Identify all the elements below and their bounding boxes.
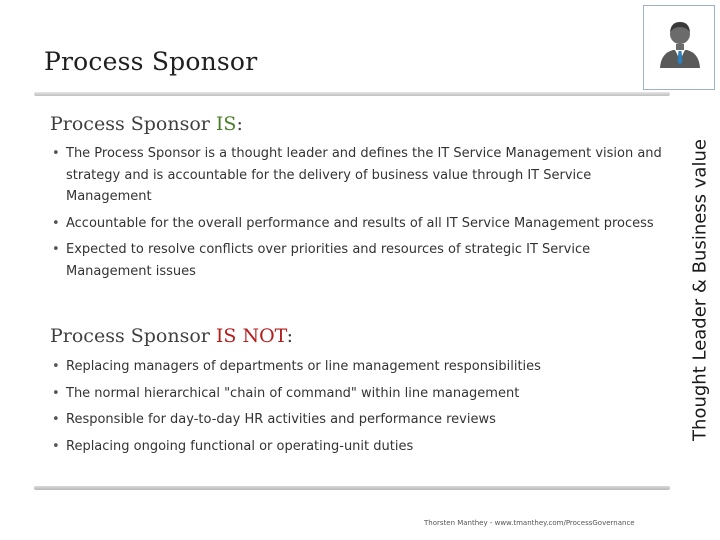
list-item: • The normal hierarchical "chain of command" within line management [52,383,672,405]
is-not-heading [50,325,293,347]
footer-credit: Thorsten Manthey - www.tmanthey.com/ProcessGovernance [424,519,635,527]
list-item: • Replacing ongoing functional or operating-unit duties [52,436,672,458]
list-item: • Responsible for day-to-day HR activities and performance reviews [52,409,672,431]
icon-frame [643,5,715,90]
is-bullet-list [52,143,672,287]
is-not-heading-suffix: : [286,325,294,347]
is-not-heading-accent: IS NOT [215,325,287,347]
is-not-bullet-list [52,356,672,462]
is-heading-accent: IS [215,113,237,135]
slide-title: Process Sponsor [44,47,258,76]
list-item: • Replacing managers of departments or line management responsibilities [52,356,672,378]
businessman-icon [644,6,716,91]
side-label: Thought Leader & Business value [689,139,711,441]
list-item: • Expected to resolve conflicts over priorities and resources of strategic IT Service Management issues [52,239,672,282]
list-item: • The Process Sponsor is a thought leader and defines the IT Service Management vision and strategy and is accountable for the delivery of business value through IT Service Management [52,143,672,208]
is-not-heading-prefix: Process Sponsor [50,325,216,347]
top-divider [34,92,670,96]
is-heading-prefix: Process Sponsor [50,113,216,135]
bottom-divider [34,486,670,490]
is-heading [50,113,243,135]
is-heading-suffix: : [236,113,243,135]
list-item: • Accountable for the overall performance and results of all IT Service Management process [52,213,672,235]
